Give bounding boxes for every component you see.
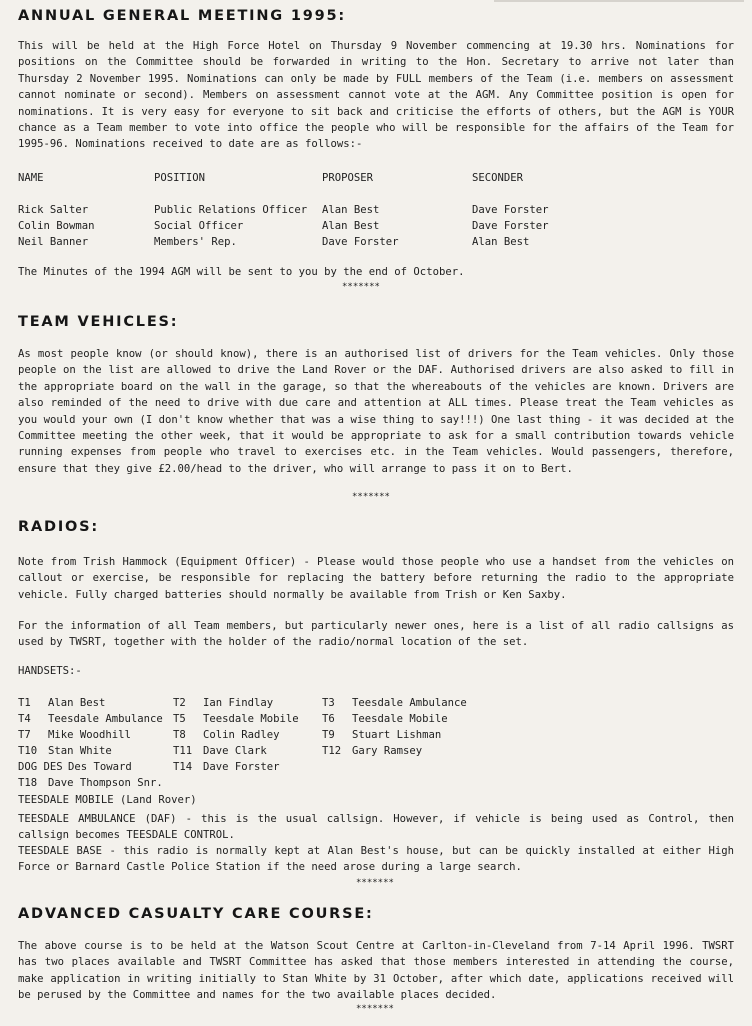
callsign: T9 (322, 729, 335, 741)
holder: Teesdale Mobile (352, 713, 448, 725)
handsets-label: HANDSETS:- (18, 665, 82, 677)
holder: Gary Ramsey (352, 745, 423, 757)
cell-seconder: Dave Forster (472, 204, 549, 216)
cell-position: Public Relations Officer (154, 204, 308, 216)
holder: Dave Thompson Snr. (48, 777, 163, 789)
bleed-through-header (494, 0, 744, 10)
callsign: T1 (18, 697, 31, 709)
holder: Teesdale Mobile (203, 713, 299, 725)
header-position: POSITION (154, 172, 206, 184)
teesdale-mobile-line: TEESDALE MOBILE (Land Rover) (18, 794, 197, 806)
callsign: T18 (18, 777, 38, 789)
cell-proposer: Alan Best (322, 204, 380, 216)
cell-seconder: Dave Forster (472, 220, 549, 232)
holder: Stan White (48, 745, 112, 757)
holder: Colin Radley (203, 729, 280, 741)
header-seconder: SECONDER (472, 172, 524, 184)
cell-name: Neil Banner (18, 236, 89, 248)
teesdale-ambulance-note: TEESDALE AMBULANCE (DAF) - this is the usual callsign. However, if vehicle is being used as Control, then callsign becomes TEESDALE CONTROL. (18, 813, 734, 842)
callsign: T3 (322, 697, 335, 709)
callsign: T8 (173, 729, 186, 741)
agm-minutes-note: The Minutes of the 1994 AGM will be sent to you by the end of October. (18, 266, 465, 278)
header-name: NAME (18, 172, 44, 184)
holder: Teesdale Ambulance (48, 713, 163, 725)
section-separator: ******* (356, 878, 394, 888)
section-separator: ******* (352, 492, 390, 502)
teesdale-base-note: TEESDALE BASE - this radio is normally kept at Alan Best's house, but can be quickly installed at either High Force or Barnard Castle Police Station if the need arose during a large search. (18, 845, 734, 874)
header-proposer: PROPOSER (322, 172, 374, 184)
cell-proposer: Dave Forster (322, 236, 399, 248)
callsign: T7 (18, 729, 31, 741)
cell-position: Members' Rep. (154, 236, 237, 248)
section-separator: ******* (342, 282, 380, 292)
vehicles-text: As most people know (or should know), there is an authorised list of drivers for the Team vehicles. Only those people on the list are allowed to drive the Land Rover or the DAF. Authorised drivers are also asked to fill in the appropriate board on the wall in the garage, so that the whereabouts of the vehicles are known. Drivers are also reminded of the need to drive with due care and attention at ALL times. Please treat the Team vehicles as you would your own (I don't know whether that was a wise thing to say!!!) One last thing - it was decided at the Committee meeting the other week, that it would be appropriate to ask for a small contribution towards vehicle running expenses from people who travel to exercises etc. in the Team vehicles. Would passengers, therefore, ensure that they give £2.00/head to the driver, who will arrange to pass it on to Bert. (18, 348, 734, 475)
radios-info: For the information of all Team members, but particularly newer ones, here is a list of all radio callsigns as used by TWSRT, together with the holder of the radio/normal location of the set. (18, 620, 734, 649)
callsign: T10 (18, 745, 38, 757)
cell-name: Colin Bowman (18, 220, 95, 232)
holder: Stuart Lishman (352, 729, 442, 741)
callsign: T12 (322, 745, 342, 757)
holder: Ian Findlay (203, 697, 274, 709)
course-text: The above course is to be held at the Watson Scout Centre at Carlton-in-Cleveland from 7-14 April 1996. TWSRT has two places available and TWSRT Committee has asked that those members interested in attending the course, make application in writing initially to Stan White by 31 October, after which date, applications received will be perused by the Committee and names for the two available places decided. (18, 940, 734, 1002)
radios-note: Note from Trish Hammock (Equipment Officer) - Please would those people who use a handset from the vehicles on callout or exercise, be responsible for replacing the battery before returning the radio to the appropriate vehicle. Fully charged batteries should normally be available from Trish or Ken Saxby. (18, 556, 734, 601)
radios-heading: RADIOS: (18, 519, 99, 535)
holder: Des Toward (68, 761, 132, 773)
cell-seconder: Alan Best (472, 236, 530, 248)
agm-heading: ANNUAL GENERAL MEETING 1995: (18, 8, 347, 24)
vehicles-heading: TEAM VEHICLES: (18, 314, 179, 330)
course-heading: ADVANCED CASUALTY CARE COURSE: (18, 906, 374, 922)
cell-proposer: Alan Best (322, 220, 380, 232)
callsign: DOG DES (18, 761, 63, 773)
cell-position: Social Officer (154, 220, 244, 232)
callsign: T11 (173, 745, 193, 757)
agm-intro: This will be held at the High Force Hotel on Thursday 9 November commencing at 19.30 hrs. Nominations for positions on the Committee should be forwarded in writing to the Hon. Secretary to arrive not later than Thursday 2 November 1995. Nominations can only be made by FULL members of the Team (i.e. members on assessment cannot nominate or second). Members on assessment cannot vote at the AGM. Any Committee position is open for nominations. It is very easy for everyone to sit back and criticise the efforts of others, but the AGM is YOUR chance as a Team member to vote into office the people who will be responsible for the affairs of the Team for 1995-96. Nominations received to date are as follows:- (18, 40, 734, 151)
holder: Dave Clark (203, 745, 267, 757)
callsign: T2 (173, 697, 186, 709)
cell-name: Rick Salter (18, 204, 89, 216)
holder: Alan Best (48, 697, 106, 709)
callsign: T14 (173, 761, 193, 773)
callsign: T5 (173, 713, 186, 725)
holder: Dave Forster (203, 761, 280, 773)
callsign: T4 (18, 713, 31, 725)
section-separator: ******* (356, 1004, 394, 1014)
holder: Teesdale Ambulance (352, 697, 467, 709)
callsign: T6 (322, 713, 335, 725)
holder: Mike Woodhill (48, 729, 131, 741)
